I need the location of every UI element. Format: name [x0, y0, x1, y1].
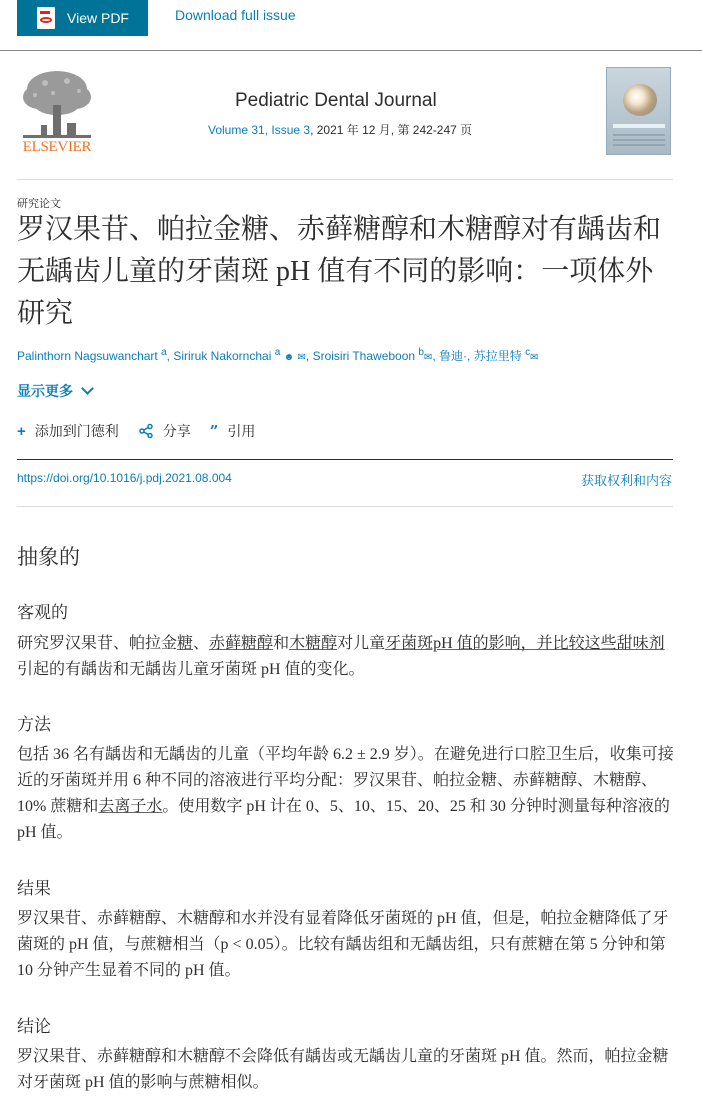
methods-heading: 方法	[17, 715, 51, 734]
issue-date-pages: , 2021 年 12 月, 第 242-247 页	[310, 123, 473, 137]
abstract-heading: 抽象的	[17, 545, 80, 569]
article-title: 罗汉果苷、帕拉金糖、赤藓糖醇和木糖醇对有龋齿和无龋齿儿童的牙菌斑 pH 值有不同的影响：一项体外研究	[17, 214, 662, 329]
author-link[interactable]: Sroisiri Thaweboon $^b$	[312, 347, 424, 363]
palatinose-link[interactable]: 糖	[177, 635, 194, 652]
volume-issue-link[interactable]: Volume 31, Issue 3	[208, 123, 311, 137]
header-divider	[17, 179, 673, 180]
email-icon[interactable]: ✉	[423, 352, 433, 363]
view-pdf-label: View PDF	[67, 10, 129, 26]
deionized-water-link[interactable]: 去离子水	[98, 798, 163, 815]
cite-button[interactable]: ” 引用	[209, 422, 256, 440]
top-toolbar	[0, 0, 702, 51]
cover-artwork	[623, 84, 657, 116]
elsevier-wordmark: ELSEVIER	[22, 139, 92, 155]
erythritol-link[interactable]: 赤藓糖醇	[209, 635, 274, 652]
person-icon: ☻	[283, 352, 295, 363]
dental-plaque-link[interactable]: 牙菌斑pH 值的影响，并比较这些甜味剂	[385, 635, 665, 652]
abstract-divider	[17, 506, 673, 507]
doi-divider	[17, 459, 673, 460]
author-link[interactable]: Palinthorn Nagsuwanchart $^a$	[17, 347, 167, 363]
methods-text: 包括 36 名有龋齿和无龋齿的儿童（平均年龄 6.2 ± 2.9 岁）。在避免进行口腔卫生后，收集可接近的牙菌斑并用 6 种不同的溶液进行平均分配：罗汉果苷、帕拉金糖、赤藓糖醇、木糖醇、10% 蔗糖和去离子水。使用数字 pH 计在 0、5、10、15、20、25 和 30 分钟时测量每种溶液的 pH 值。	[17, 746, 674, 841]
quote-icon: ”	[209, 422, 219, 440]
email-icon[interactable]: ✉	[530, 352, 539, 363]
journal-cover-image[interactable]	[606, 67, 671, 155]
plus-icon: +	[17, 422, 26, 440]
conclusions-text: 罗汉果苷、赤藓糖醇和木糖醇不会降低有龋齿或无龋齿儿童的牙菌斑 pH 值。然而，帕拉金糖对牙菌斑 pH 值的影响与蔗糖相似。	[17, 1048, 669, 1091]
pdf-icon	[37, 7, 55, 29]
article-type-label: 研究论文	[17, 198, 61, 210]
author-link[interactable]: Siriruk Nakornchai $^a$	[173, 347, 281, 363]
chevron-down-icon	[81, 382, 94, 395]
objective-text: 研究罗汉果苷、帕拉金糖、赤藓糖醇和木糖醇对儿童牙菌斑pH 值的影响，并比较这些甜味剂引起的有龋齿和无龋齿儿童牙菌斑 pH 值的变化。	[17, 635, 665, 678]
share-icon	[138, 423, 154, 439]
conclusions-heading: 结论	[17, 1017, 51, 1036]
add-to-mendeley-button[interactable]: + 添加到门德利	[17, 422, 119, 440]
show-more-label: 显示更多	[17, 383, 73, 399]
doi-link[interactable]: https://doi.org/10.1016/j.pdj.2021.08.004	[17, 471, 232, 485]
author-list: Palinthorn Nagsuwanchart $^a$, Siriruk Nakornchai $^a$ ☻ ✉, Sroisiri Thaweboon $^b$✉, 鲁迪·, 苏拉里特 $^c$✉	[17, 347, 539, 363]
journal-issue-info	[208, 121, 472, 138]
results-heading: 结果	[17, 879, 51, 898]
article-actions	[17, 421, 274, 441]
results-text: 罗汉果苷、赤藓糖醇、木糖醇和水并没有显着降低牙菌斑的 pH 值，但是，帕拉金糖降低了牙菌斑的 pH 值，与蔗糖相当（p < 0.05）。比较有龋齿组和无龋齿组，只有蔗糖在第 5 分钟和第 10 分钟产生显着不同的 pH 值。	[17, 910, 669, 979]
objective-heading: 客观的	[17, 603, 68, 622]
rights-and-content-link[interactable]: 获取权利和内容	[580, 473, 672, 488]
download-full-issue-link[interactable]: Download full issue	[175, 7, 296, 23]
author-link[interactable]: 苏拉里特 $^c$	[473, 347, 531, 363]
xylitol-link[interactable]: 木糖醇	[289, 635, 338, 652]
show-more-button[interactable]	[17, 381, 92, 401]
share-button[interactable]: 分享	[138, 421, 191, 441]
journal-title-link[interactable]: Pediatric Dental Journal	[235, 90, 437, 111]
author-link[interactable]: 鲁迪	[439, 349, 464, 363]
email-icon[interactable]: ✉	[297, 352, 306, 363]
view-pdf-button[interactable]	[17, 0, 148, 36]
